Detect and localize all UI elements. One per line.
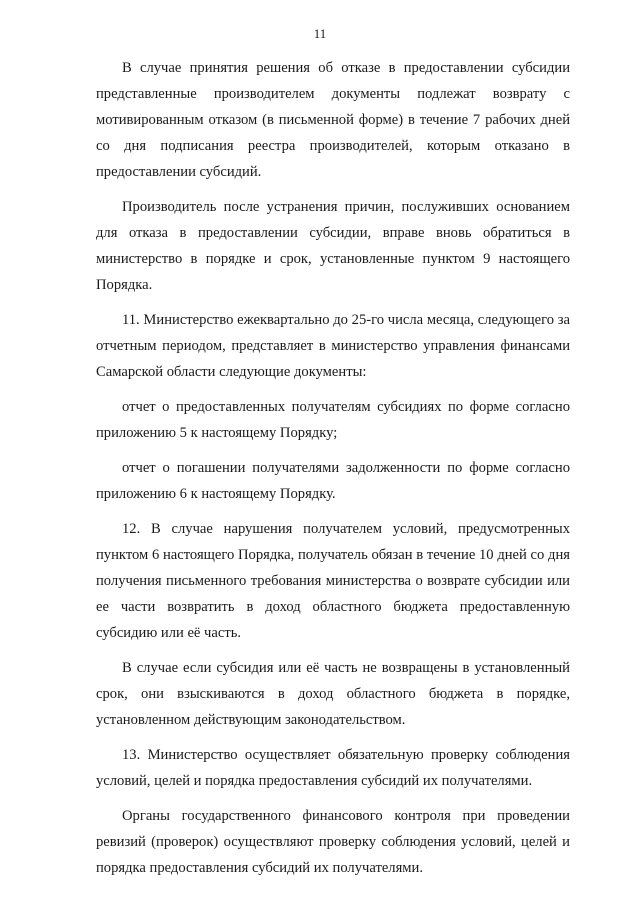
paragraph-reapply: Производитель после устранения причин, послуживших основанием для отказа в предоставлении субсидии, вправе вновь обратиться в министерство в порядке и срок, установленные пунктом 9 настоящего Порядка. <box>96 199 570 293</box>
paragraph-recovery: В случае если субсидия или её часть не возвращены в установленный срок, они взыскиваются в доход областного бюджета в порядке, установленном действующим законодательством. <box>96 660 570 728</box>
document-body <box>96 55 570 890</box>
paragraph-item-13: 13. Министерство осуществляет обязательную проверку соблюдения условий, целей и порядка предоставления субсидий их получателями. <box>96 747 570 789</box>
paragraph-report-debt: отчет о погашении получателями задолженности по форме согласно приложению 6 к настоящему Порядку. <box>96 460 570 502</box>
paragraph-item-11: 11. Министерство ежеквартально до 25-го числа месяца, следующего за отчетным периодом, представляет в министерство управления финансами Самарской области следующие документы: <box>96 312 570 380</box>
paragraph-financial-control: Органы государственного финансового контроля при проведении ревизий (проверок) осуществляют проверку соблюдения условий, целей и порядка предоставления субсидий их получателями. <box>96 808 570 876</box>
paragraph-refusal-return: В случае принятия решения об отказе в предоставлении субсидии представленные производителем документы подлежат возврату с мотивированным отказом (в письменной форме) в течение 7 рабочих дней со дня подписания реестра производителей, которым отказано в предоставлении субсидий. <box>96 60 570 180</box>
page-number: 11 <box>313 26 327 41</box>
paragraph-item-12: 12. В случае нарушения получателем условий, предусмотренных пунктом 6 настоящего Порядка, получатель обязан в течение 10 дней со дня получения письменного требования министерства о возврате субсидии или ее части возвратить в доход областного бюджета предоставленную субсидию или её часть. <box>96 521 570 641</box>
paragraph-report-subsidies: отчет о предоставленных получателям субсидиях по форме согласно приложению 5 к настоящему Порядку; <box>96 399 570 441</box>
